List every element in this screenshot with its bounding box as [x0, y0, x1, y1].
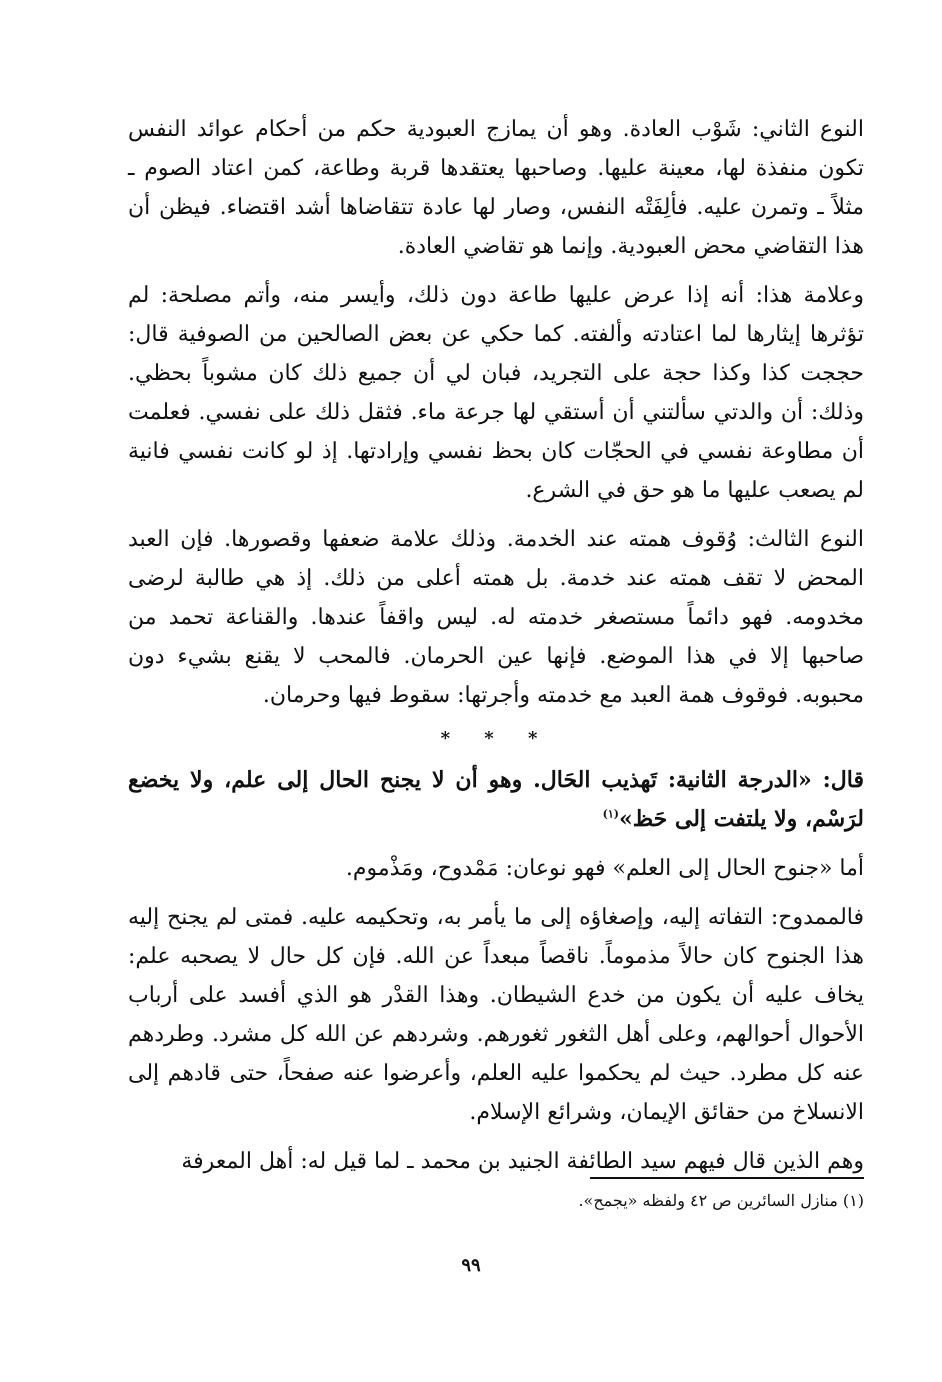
paragraph-junaid: وهم الذين قال فيهم سيد الطائفة الجنيد بن محمد ـ لما قيل له: أهل المعرفة: [181, 1149, 864, 1174]
body-text: [128, 110, 864, 1191]
footnote-divider: [590, 1177, 864, 1179]
quote-text: قال: «الدرجة الثانية: تَهذيب الحَال. وهو أن لا يجنح الحال إلى علم، ولا يخضع لرَسْم، ولا يلتفت إلى حَظ»: [128, 767, 864, 832]
paragraph-type-two: النوع الثاني: شَوْب العادة. وهو أن يمازج العبودية حكم من أحكام عوائد النفس تكون منفذة لها، معينة عليها. وصاحبها يعتقدها قربة وطاعة، كمن اعتاد الصوم ـ مثلاً ـ وتمرن عليه. فألِفَتْه النفس، وصار لها عادة تتقاضاها أشد اقتضاء. فيظن أن هذا التقاضي محض العبودية. وإنما هو تقاضي العادة.: [128, 117, 864, 259]
paragraph-praised: فالممدوح: التفاته إليه، وإصغاؤه إلى ما يأمر به، وتحكيمه عليه. فمتى لم يجنح إليه هذا الجنوح كان حالاً مذموماً. ناقصاً مبعداً عن الله. فإن كل حال لا يصحبه علم: يخاف عليه أن يكون من خدع الشيطان. وهذا القدْر هو الذي أفسد على أرباب الأحوال أحوالهم، وعلى أهل الثغور ثغورهم. وشردهم عن الله كل مشرد. وطردهم عنه كل مطرد. حيث لم يحكموا عليه العلم، وأعرضوا عنه صفحاً، حتى قادهم إلى الانسلاخ من حقائق الإيمان، وشرائع الإسلام.: [128, 905, 864, 1125]
quote-paragraph: [128, 761, 864, 839]
section-separator: * * *: [440, 728, 552, 749]
footnote-marker: (١): [602, 807, 619, 821]
paragraph-type-three: النوع الثالث: وُقوف همته عند الخدمة. وذلك علامة ضعفها وقصورها. فإن العبد المحض لا تقف همته عند خدمة. بل همته أعلى من ذلك. إذ هي طالبة لرضى مخدومه. فهو دائماً مستصغر خدمته له. ليس واقفاً عندها. والقناعة تحمد من صاحبها إلا في هذا الموضع. فإنها عين الحرمان. فالمحب لا يقنع بشيء دون محبوبه. فوقوف همة العبد مع خدمته وأجرتها: سقوط فيها وحرمان.: [128, 527, 864, 708]
paragraph-two-kinds: أما «جنوح الحال إلى العلم» فهو نوعان: مَمْدوح، ومَذْموم.: [345, 856, 864, 881]
footnote: (١) منازل السائرين ص ٤٢ ولفظه «يجمح».: [578, 1191, 864, 1210]
paragraph-sign: وعلامة هذا: أنه إذا عرض عليها طاعة دون ذلك، وأيسر منه، وأتم مصلحة: لم تؤثرها إيثارها لما اعتادته وألفته. كما حكي عن بعض الصالحين من الصوفية قال: حججت كذا وكذا حجة على التجريد، فبان لي أن جميع ذلك كان مشوباً بحظي. وذلك: أن والدتي سألتني أن أستقي لها جرعة ماء. فثقل ذلك على نفسي. فعلمت أن مطاوعة نفسي في الحجّات كان بحظ نفسي وإرادتها. إذ لو كانت نفسي فانية لم يصعب عليها ما هو حق في الشرع.: [128, 283, 864, 503]
page-number: ٩٩: [461, 1255, 481, 1276]
